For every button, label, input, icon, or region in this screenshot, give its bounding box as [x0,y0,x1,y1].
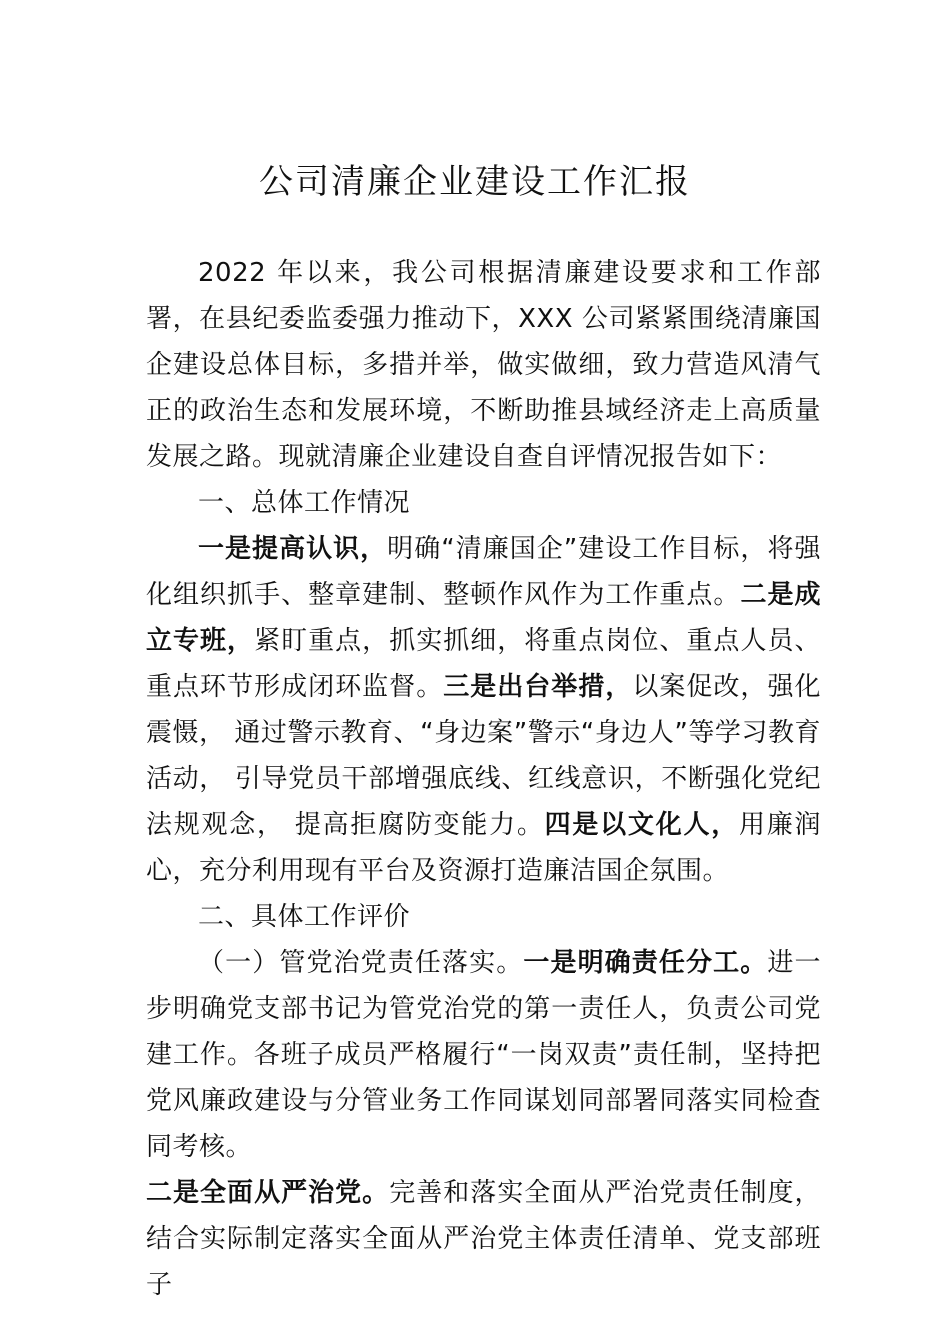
eval-text-2: 完善和落实全面从严治党责任制度， 结合实际制定落实全面从严治党主体责任清单、党支部班子 [146,1178,821,1300]
point-bold-3: 三是出台举措， [443,672,633,702]
eval-bold-1: 一是明确责任分工。 [523,948,768,978]
document-title: 公司清廉企业建设工作汇报 [259,162,691,202]
section-heading-evaluation: 二、具体工作评价 [198,902,411,932]
eval-bold-2: 二是全面从严治党。 [146,1178,390,1208]
point-text-2: 紧盯重点，抓实抓细，将重点岗位、重点人员、重点环节形成闭环监督。 [146,626,821,702]
point-text-1: 明确“清廉国企”建设工作目标，将强化组织抓手、整章建制、整顿作风作为工作重点。 [146,534,821,610]
point-bold-2: 二是成立专班， [146,580,821,656]
overall-work-paragraph [146,526,821,894]
point-bold-4: 四是以文化人， [544,810,739,840]
point-text-4: 用廉润心，充分利用现有平台及资源打造廉洁国企氛围。 [146,810,821,886]
evaluation-paragraph [146,940,821,1170]
strict-governance-paragraph [146,1170,821,1308]
eval-text-1: 进一步明确党支部书记为管党治党的第一责任人，负责公司党建工作。各班子成员严格履行“一岗双责”责任制，坚持把党风廉政建设与分管业务工作同谋划同部署同落实同检查同考核。 [146,948,821,1162]
point-bold-1: 一是提高认识， [198,534,388,564]
point-text-3: 以案促改，强化震慑， 通过警示教育、“身边案”警示“身边人”等学习教育活动， 引导党员干部增强底线、红线意识，不断强化党纪法规观念， 提高拒腐防变能力。 [146,672,821,840]
intro-paragraph: 2022 年以来，我公司根据清廉建设要求和工作部署，在县纪委监委强力推动下，XXX 公司紧紧围绕清廉国企建设总体目标，多措并举，做实做细，致力营造风清气正的政治生态和发展环境，不断助推县域经济走上高质量发展之路。现就清廉企业建设自查自评情况报告如下： [146,258,821,472]
section-heading-overall: 一、总体工作情况 [198,488,411,518]
document-body [146,250,821,1308]
subsection-label: （一）管党治党责任落实。 [198,948,524,978]
